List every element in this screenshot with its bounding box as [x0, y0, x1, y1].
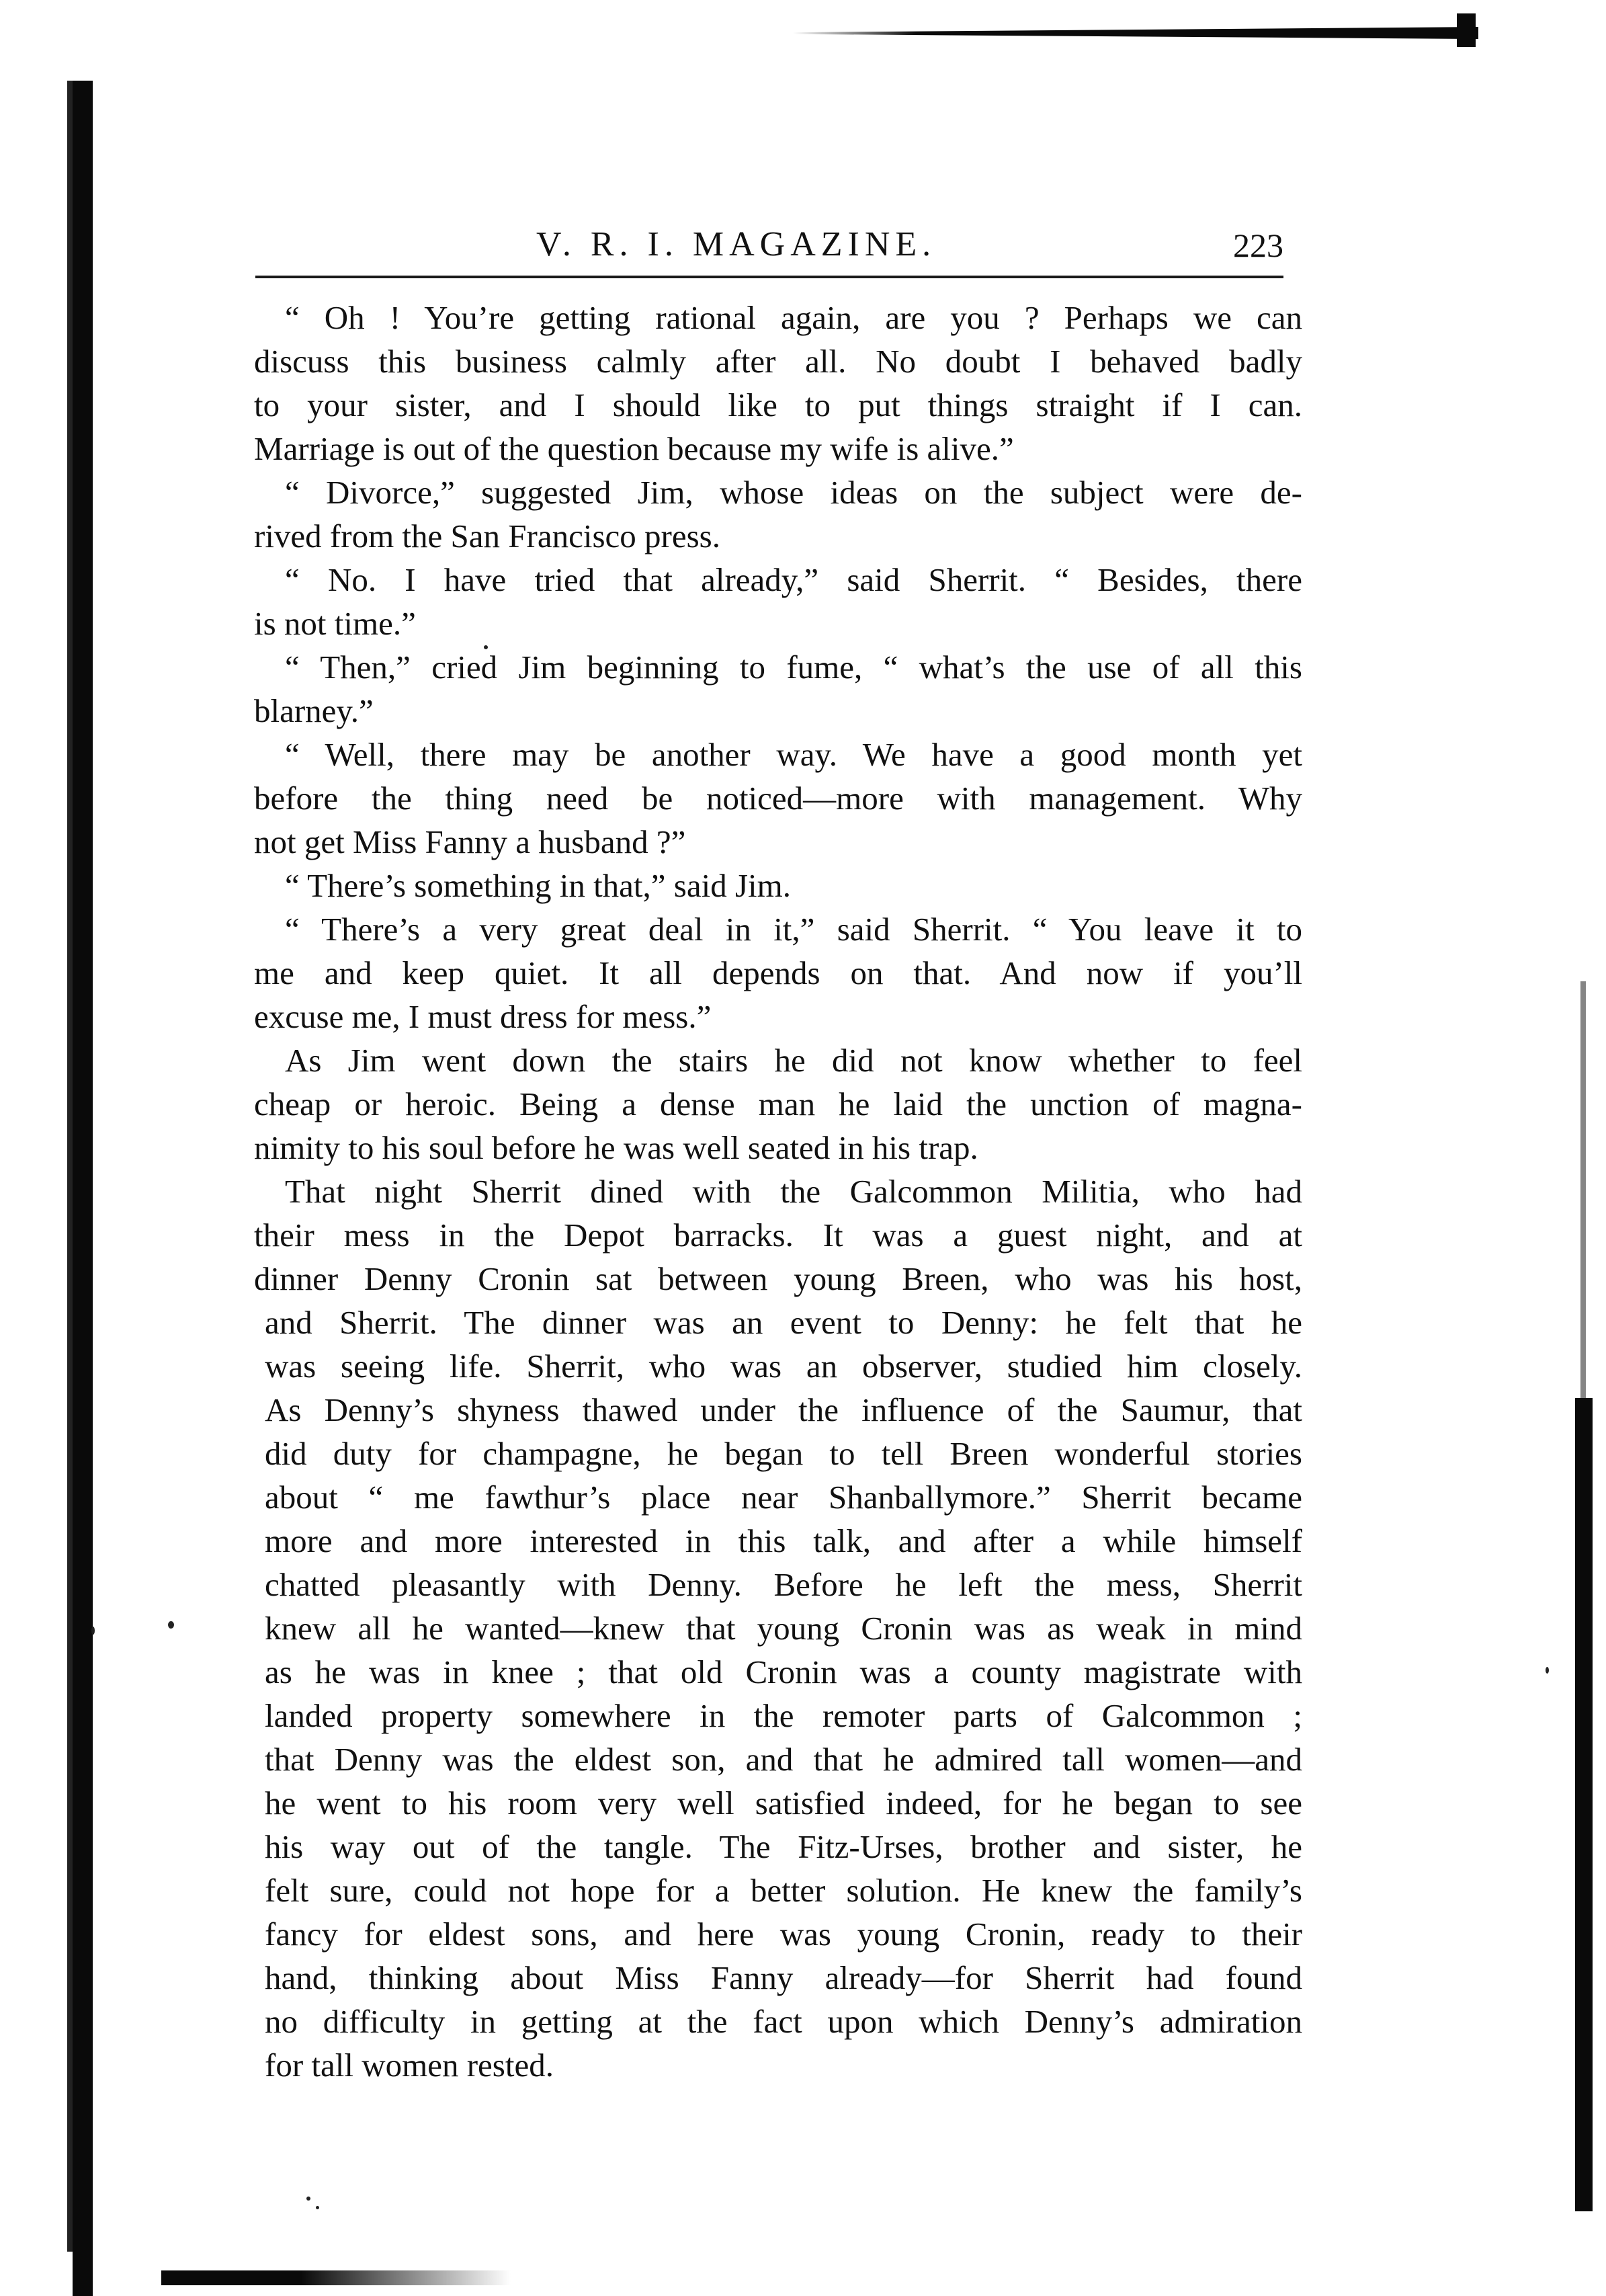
header-rule — [255, 276, 1283, 278]
text-line: his way out of the tangle. The Fitz-Urses, brother and sister, he — [265, 1828, 1302, 1865]
text-line: “ There’s something in that,” said Jim. — [285, 867, 792, 904]
text-line: knew all he wanted—knew that young Cronin was as weak in mind — [265, 1610, 1302, 1647]
text-line: blarney.” — [254, 692, 374, 729]
text-line: for tall women rested. — [265, 2047, 554, 2084]
text-line: about “ me fawthur’s place near Shanballymore.” Sherrit became — [265, 1479, 1302, 1516]
speck — [316, 2206, 319, 2209]
text-line: cheap or heroic. Being a dense man he laid the unction of magna- — [254, 1085, 1302, 1122]
running-header — [254, 202, 1283, 262]
scan-edge-right-faint — [1580, 981, 1586, 1398]
speck — [1546, 1667, 1549, 1674]
page-number: 223 — [1233, 227, 1283, 264]
text-line: “ There’s a very great deal in it,” said Sherrit. “ You leave it to — [285, 911, 1302, 948]
text-line: “ Divorce,” suggested Jim, whose ideas on the subject were de- — [285, 474, 1302, 511]
text-line: “ Oh ! You’re getting rational again, are you ? Perhaps we can — [285, 299, 1302, 336]
text-line: is not time.” — [254, 605, 416, 642]
text-line: more and more interested in this talk, and after a while himself — [265, 1522, 1302, 1559]
text-line: chatted pleasantly with Denny. Before he left the mess, Sherrit — [265, 1566, 1302, 1603]
text-line: rived from the San Francisco press. — [254, 518, 720, 555]
text-line: hand, thinking about Miss Fanny already—for Sherrit had found — [265, 1959, 1302, 1996]
scan-edge-bottom — [161, 2270, 511, 2285]
speck — [168, 1621, 174, 1629]
text-line: As Denny’s shyness thawed under the influence of the Saumur, that — [265, 1391, 1302, 1428]
speck — [91, 1627, 95, 1635]
text-line: “ No. I have tried that already,” said Sherrit. “ Besides, there — [285, 561, 1302, 598]
text-line: excuse me, I must dress for mess.” — [254, 998, 712, 1035]
text-line: felt sure, could not hope for a better solution. He knew the family’s — [265, 1872, 1302, 1909]
text-line: before the thing need be noticed—more with management. Why — [254, 780, 1302, 817]
scan-edge-top — [793, 27, 1478, 39]
text-line: “ Then,” cried Jim beginning to fume, “ what’s the use of all this — [285, 649, 1302, 686]
text-line: no difficulty in getting at the fact upon which Denny’s admiration — [265, 2003, 1302, 2040]
text-line: dinner Denny Cronin sat between young Breen, who was his host, — [254, 1260, 1302, 1297]
body-text — [254, 296, 1302, 2087]
text-line: “ Well, there may be another way. We have a good month yet — [285, 736, 1302, 773]
text-line: as he was in knee ; that old Cronin was a county magistrate with — [265, 1653, 1302, 1690]
text-line: fancy for eldest sons, and here was young Cronin, ready to their — [265, 1916, 1302, 1953]
text-line: That night Sherrit dined with the Galcommon Militia, who had — [285, 1173, 1302, 1210]
magazine-title: V. R. I. MAGAZINE. — [536, 225, 937, 263]
text-line: to your sister, and I should like to put things straight if I can. — [254, 386, 1302, 423]
text-line: their mess in the Depot barracks. It was a guest night, and at — [254, 1217, 1302, 1254]
scan-edge-right — [1575, 1398, 1593, 2211]
text-line: landed property somewhere in the remoter parts of Galcommon ; — [265, 1697, 1302, 1734]
text-line: was seeing life. Sherrit, who was an observer, studied him closely. — [265, 1348, 1302, 1385]
text-line: As Jim went down the stairs he did not know whether to feel — [285, 1042, 1302, 1079]
speck — [306, 2197, 310, 2201]
scan-edge-left — [73, 81, 93, 2296]
scan-edge-corner — [1457, 13, 1476, 47]
text-line: discuss this business calmly after all. No doubt I behaved badly — [254, 343, 1302, 380]
text-line: did duty for champagne, he began to tell Breen wonderful stories — [265, 1435, 1302, 1472]
text-line: nimity to his soul before he was well seated in his trap. — [254, 1129, 978, 1166]
text-line: not get Miss Fanny a husband ?” — [254, 823, 686, 860]
text-line: that Denny was the eldest son, and that he admired tall women—and — [265, 1741, 1302, 1778]
text-line: Marriage is out of the question because my wife is alive.” — [254, 430, 1014, 467]
text-line: he went to his room very well satisfied indeed, for he began to see — [265, 1785, 1302, 1821]
text-line: and Sherrit. The dinner was an event to Denny: he felt that he — [265, 1304, 1302, 1341]
text-line: me and keep quiet. It all depends on that. And now if you’ll — [254, 954, 1302, 991]
